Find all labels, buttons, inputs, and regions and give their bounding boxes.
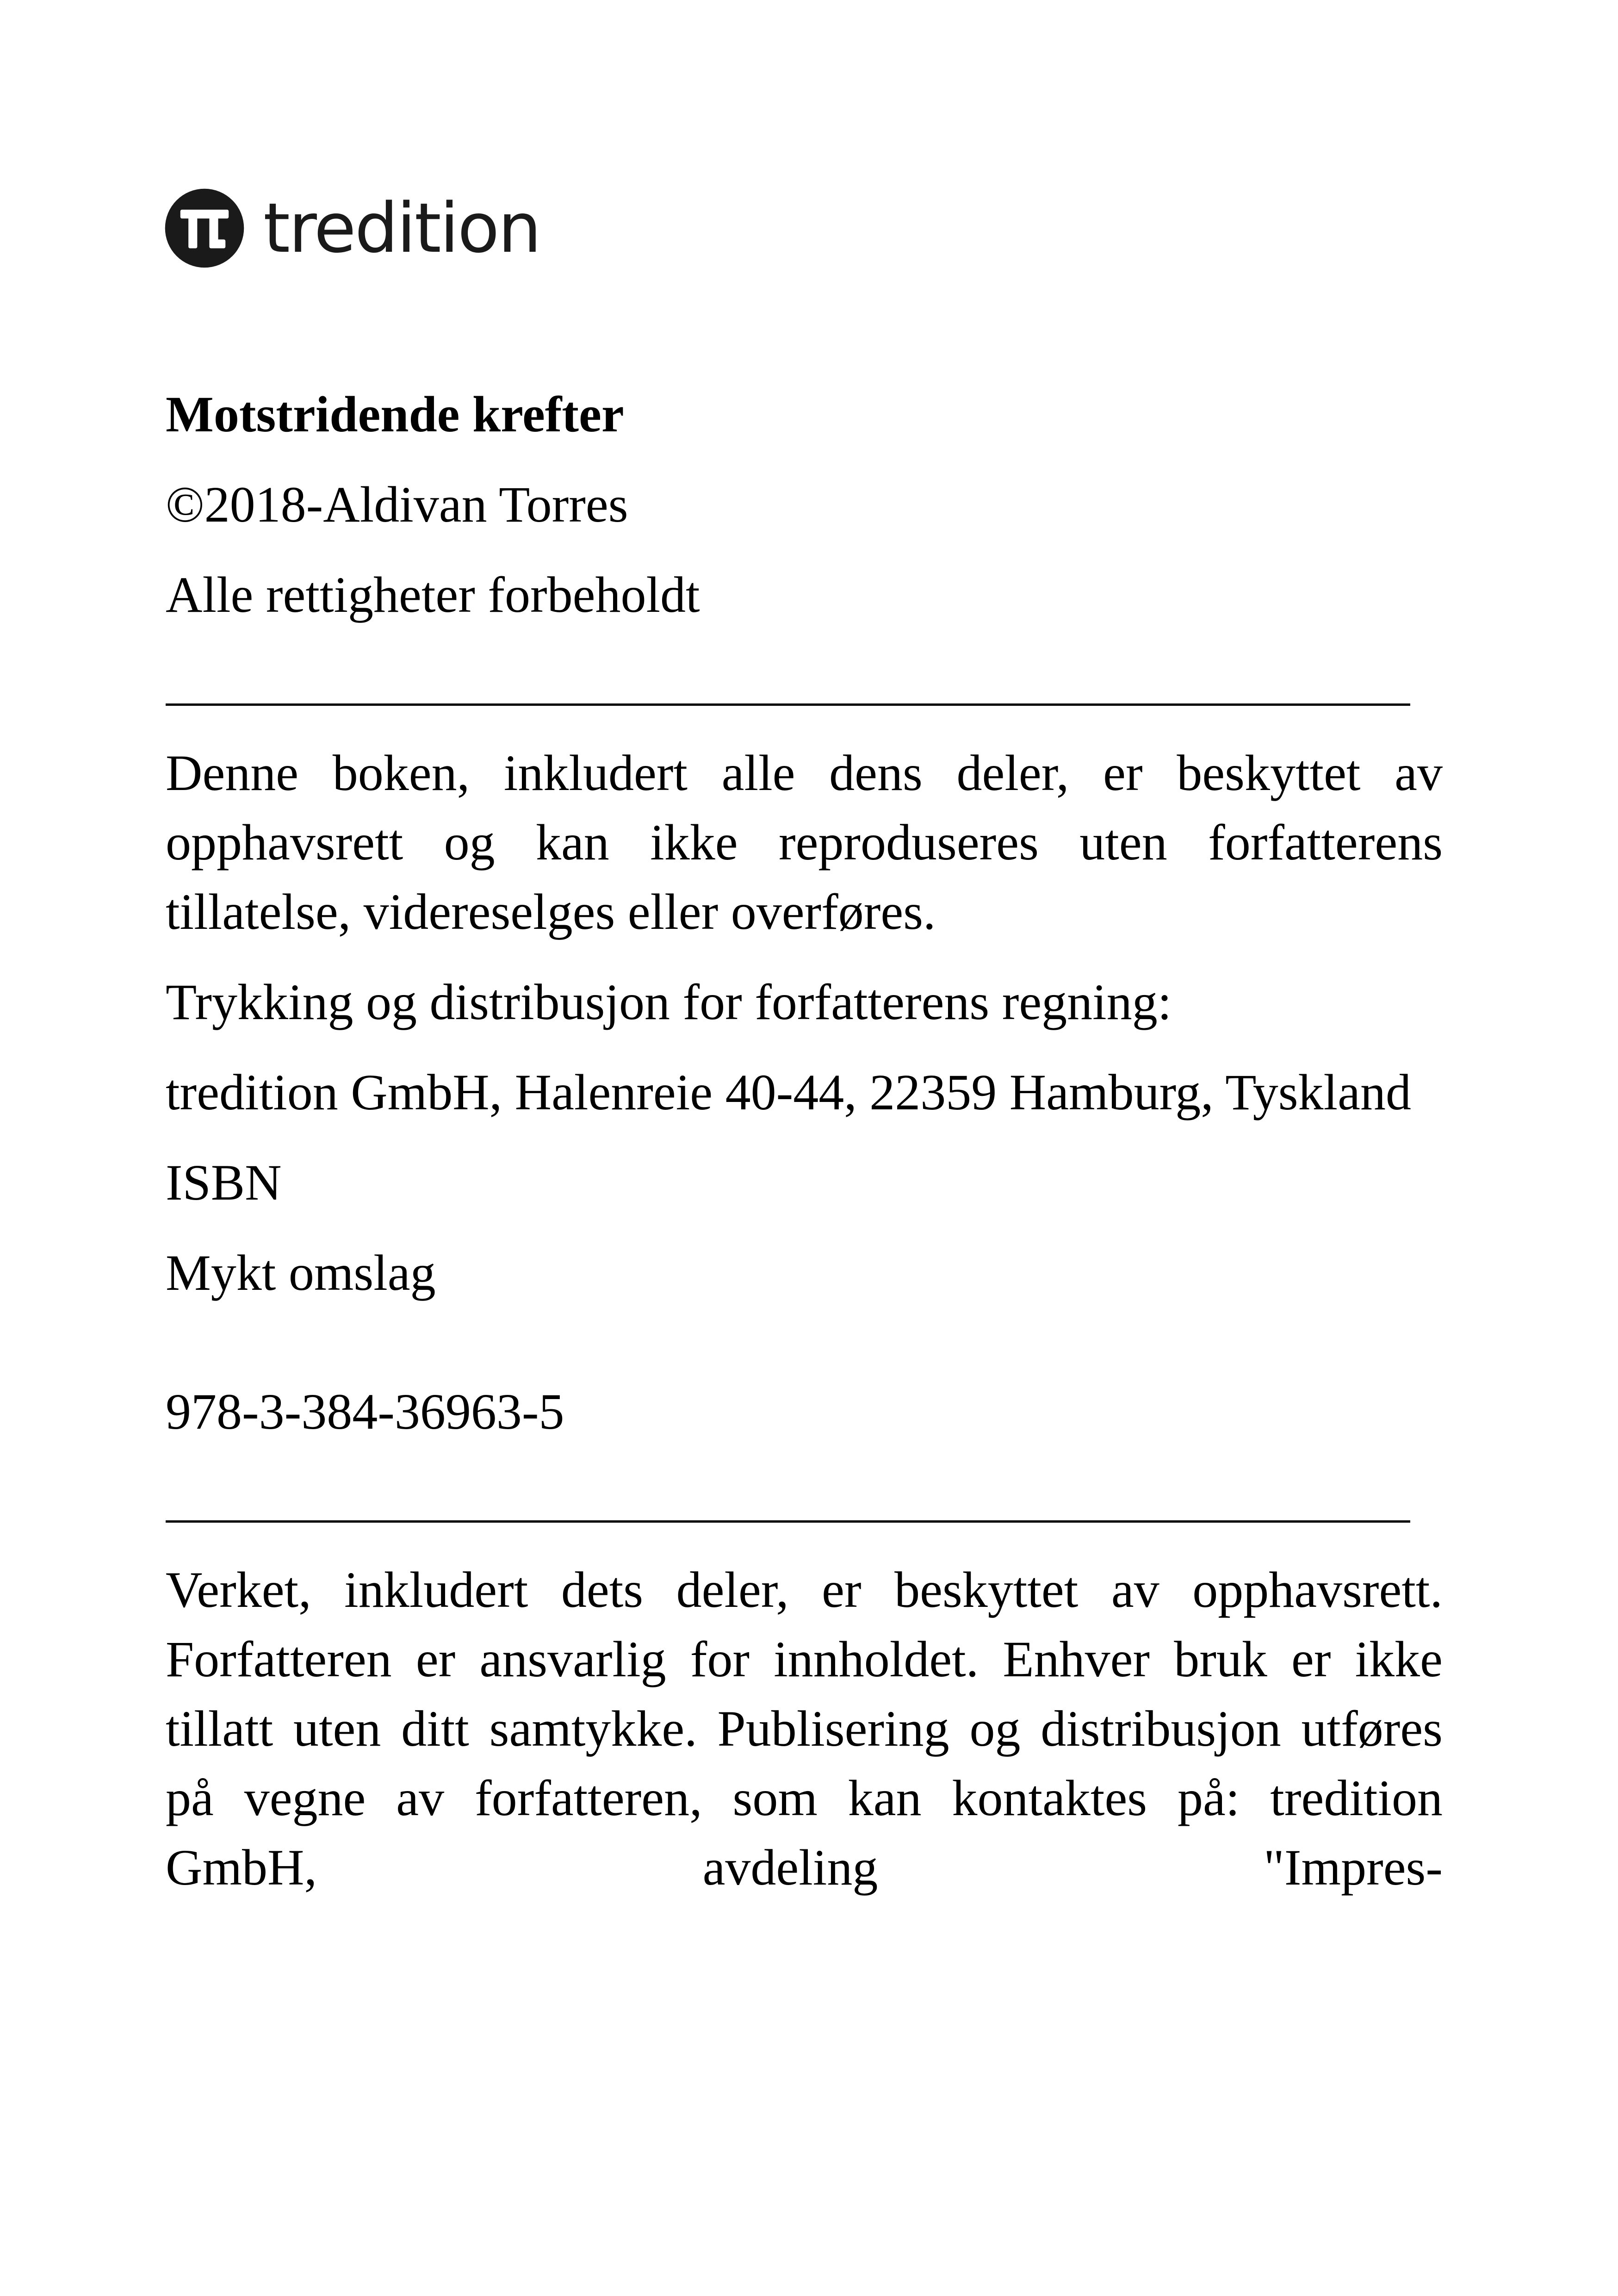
format-line: Mykt omslag: [166, 1244, 436, 1301]
publisher-logo: [164, 184, 540, 272]
publisher-address: tredition GmbH, Halenreie 40-44, 22359 Hamburg, Tyskland: [166, 1064, 1411, 1120]
rights-line: Alle rettigheter forbeholdt: [166, 566, 700, 623]
copyright-line: ©2018-Aldivan Torres: [166, 476, 628, 533]
isbn-number: 978-3-384-36963-5: [166, 1383, 564, 1440]
book-title: Motstridende krefter: [166, 386, 624, 442]
printing-label: Trykking og distribusjon for forfatterens regning:: [166, 974, 1172, 1030]
logo-wordmark: tredition: [263, 188, 540, 268]
tredition-logo-icon: [164, 188, 245, 268]
divider-bottom: [166, 1520, 1410, 1523]
imprint-content: [166, 380, 1443, 1902]
divider-top: [166, 703, 1410, 706]
protection-notice: Denne boken, inkludert alle dens deler, er beskyttet av opphavsrett og kan ikke reproduseres uten forfatterens tillatelse, videreselges eller overføres.: [166, 745, 1443, 940]
legal-notice: Verket, inkludert dets deler, er beskyttet av opphavsrett. Forfatteren er ansvarlig for innholdet. Enhver bruk er ikke tillatt uten ditt samtykke. Publisering og distribusjon utføres på vegne av forfatteren, som kan kontaktes på: tredition GmbH, avdeling "Impres-: [166, 1562, 1443, 1896]
isbn-label: ISBN: [166, 1154, 282, 1211]
